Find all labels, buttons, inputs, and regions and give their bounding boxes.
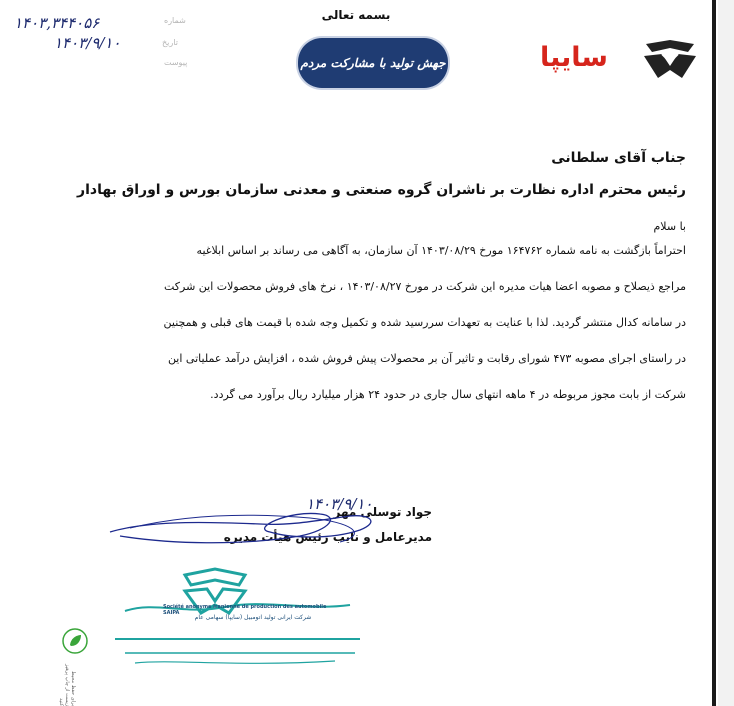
body-line: مراجع ذیصلاح و مصوبه اعضا هیات مدیره این شرکت در مورخ ۱۴۰۳/۰۸/۲۷ ، نرخ های فروش محصولات این شرکت — [163, 280, 686, 293]
recipient-name: جناب آقای سلطانی — [551, 150, 686, 166]
stamp-french-text: Société anonyme Iranienne de production des automobile SAIPA — [163, 604, 327, 616]
body-line: در سامانه کدال منتشر گردید. لذا با عنایت به تعهدات سررسید شده و تکمیل وجه شده با قیمت های قبلی و همچنین — [163, 316, 686, 329]
saipa-emblem-icon — [640, 38, 700, 82]
body-line: شرکت از بابت مجوز مربوطه در ۴ ماهه انتهای سال جاری در حدود ۲۴ هزار میلیارد ریال برآورد می گردد. — [210, 388, 686, 401]
greeting: با سلام — [653, 220, 686, 233]
page-edge — [712, 0, 716, 706]
label-date: تاریخ — [162, 38, 178, 47]
letter-number: ۱۴۰۳,۳۴۴۰۵۶ — [14, 14, 100, 32]
stamp-persian-text: شرکت ایرانی تولید اتومبیل (سایپا) سهامی عام — [194, 614, 312, 621]
label-number: شماره — [164, 16, 186, 25]
letter-date: ۱۴۰۳/۹/۱۰ — [54, 34, 121, 52]
signatory-name: جواد توسلی مهر — [333, 505, 432, 519]
eco-leaf-icon — [62, 628, 88, 654]
body-line: احتراماً بازگشت به نامه شماره ۱۶۴۷۶۲ مورخ ۱۴۰۳/۰۸/۲۹ آن سازمان، به آگاهی می رساند بر اساس ابلاغیه — [196, 244, 686, 257]
saipa-logo — [540, 38, 700, 82]
basmala: بسمه تعالی — [321, 8, 391, 22]
recipient-title: رئیس محترم اداره نظارت بر ناشران گروه صنعتی و معدنی سازمان بورس و اوراق بهادار — [77, 182, 686, 198]
body-line: در راستای اجرای مصوبه ۴۷۳ شورای رقابت و تاثیر آن بر محصولات پیش فروش شده ، افزایش درآمد عملیاتی این — [167, 352, 686, 365]
saipa-wordmark: سایپا — [540, 42, 608, 73]
campaign-logo: جهش تولید با مشارکت مردم — [298, 38, 448, 88]
page-margin — [718, 0, 734, 706]
eco-note: برای حفظ محیط زیست از چاپ پرهیز کنید — [58, 663, 76, 706]
label-attachment: پیوست — [164, 58, 188, 67]
letter-meta — [14, 14, 194, 67]
handwritten-date: ۱۴۰۳/۹/۱۰ — [306, 495, 373, 513]
signatory-title: مدیرعامل و نایب رئیس هیأت مدیره — [223, 530, 432, 544]
